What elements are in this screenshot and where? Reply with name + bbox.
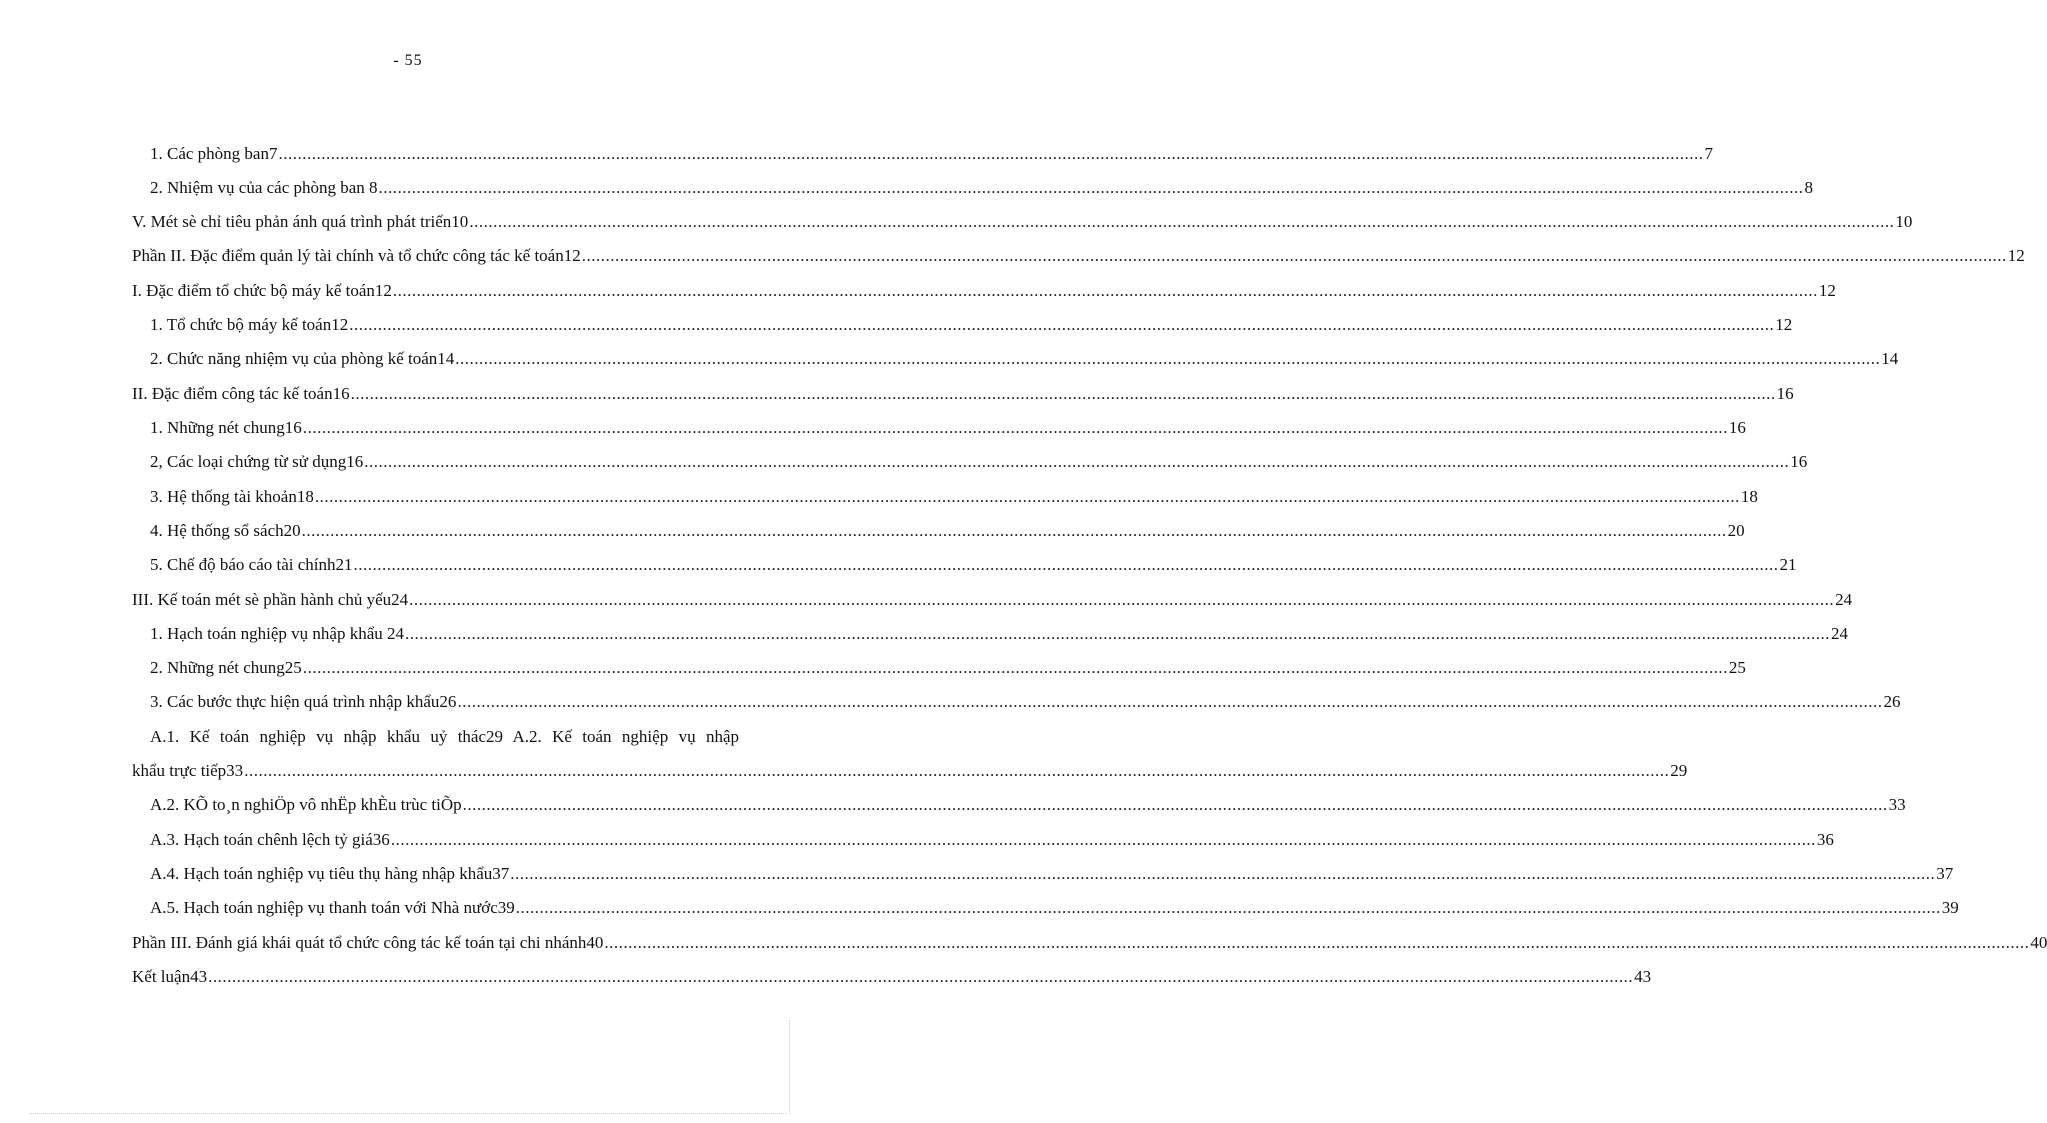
toc-entry-label: A.5. Hạch toán nghiệp vụ thanh toán với Nhà nước39 <box>150 898 515 917</box>
dot-leader: ............................................................................................................................................................................................................................................................................................................ <box>390 830 1816 849</box>
toc-entry-label: II. Đặc điểm công tác kế toán16 <box>132 384 350 403</box>
toc-entry-label: khẩu trực tiếp33 <box>132 761 244 780</box>
toc-entry-label: 3. Các bước thực hiện quá trình nhập khẩu26 <box>150 692 457 711</box>
page-right-border <box>789 1020 790 1114</box>
dot-leader: ............................................................................................................................................................................................................................................................................................................ <box>462 795 1888 814</box>
toc-entry[interactable] <box>150 452 1808 472</box>
toc-entry-label: 5. Chế độ báo cáo tài chính21 <box>150 555 353 574</box>
dot-leader: ............................................................................................................................................................................................................................................................................................................ <box>208 967 1634 986</box>
page-bottom-border <box>30 1113 786 1114</box>
dot-leader: ............................................................................................................................................................................................................................................................................................................ <box>510 864 1936 883</box>
dot-leader: ............................................................................................................................................................................................................................................................................................................ <box>455 349 1881 368</box>
toc-entry[interactable] <box>132 761 1688 781</box>
toc-entry-page: 8 <box>1804 178 1814 197</box>
page-number: - 55 <box>393 52 423 69</box>
toc-entry-page: 14 <box>1881 349 1899 368</box>
toc-entry-page: 33 <box>1888 795 1906 814</box>
toc-entry-page: 36 <box>1816 830 1834 849</box>
toc-entry-label: 2. Nhiệm vụ của các phòng ban 8 <box>150 178 378 197</box>
toc-entry[interactable] <box>150 624 1848 644</box>
toc-entry[interactable] <box>132 384 1794 404</box>
toc-entry[interactable] <box>132 590 1853 610</box>
toc-entry-page: 24 <box>1831 624 1848 643</box>
dot-leader: ............................................................................................................................................................................................................................................................................................................ <box>301 521 1727 540</box>
toc-entry-label: 1. Hạch toán nghiệp vụ nhập khẩu 24 <box>150 624 404 643</box>
toc-entry-page: 40 <box>2030 933 2047 952</box>
toc-entry[interactable] <box>150 830 1834 850</box>
toc-entry-page: 25 <box>1728 658 1746 677</box>
toc-entry-page: 16 <box>1776 384 1794 403</box>
toc-entry[interactable] <box>150 795 1906 815</box>
toc-entry-page: 16 <box>1790 452 1808 471</box>
toc-entry-label: III. Kế toán mét sè phần hành chủ yếu24 <box>132 590 409 609</box>
toc-entry-page: 7 <box>1704 144 1713 163</box>
toc-entry-page: 20 <box>1727 521 1745 540</box>
dot-leader: ............................................................................................................................................................................................................................................................................................................ <box>515 898 1941 917</box>
toc-entry-label: A.2. KÕ to¸n nghiÖp vô nhËp khÈu trùc tiÕp <box>150 795 462 814</box>
toc-entry-label: Kết luận43 <box>132 967 208 986</box>
toc-entry[interactable] <box>150 658 1746 678</box>
toc-entry-label: A.3. Hạch toán chênh lệch tỷ giá36 <box>150 830 390 849</box>
toc-entry[interactable] <box>150 487 1758 507</box>
toc-entry[interactable] <box>150 555 1797 575</box>
toc-entry-label: Phần II. Đặc điểm quản lý tài chính và tổ chức công tác kế toán12 <box>132 246 581 265</box>
toc-entry-label: 2. Chức năng nhiệm vụ của phòng kế toán14 <box>150 349 455 368</box>
toc-entry-label: 1. Tổ chức bộ máy kế toán12 <box>150 315 349 334</box>
toc-entry[interactable] <box>150 349 1899 369</box>
dot-leader: ............................................................................................................................................................................................................................................................................................................ <box>604 933 2030 952</box>
toc-entry[interactable] <box>150 521 1745 541</box>
dot-leader: ............................................................................................................................................................................................................................................................................................................ <box>364 452 1790 471</box>
toc-entry-label: 4. Hệ thống sổ sách20 <box>150 521 301 540</box>
dot-leader: ............................................................................................................................................................................................................................................................................................................ <box>302 658 1728 677</box>
toc-entry-label: 3. Hệ thống tài khoản18 <box>150 487 314 506</box>
dot-leader: ............................................................................................................................................................................................................................................................................................................ <box>378 178 1804 197</box>
toc-entry-page: 24 <box>1835 590 1853 609</box>
toc-entry[interactable] <box>150 692 1901 712</box>
toc-entry-label: 1. Các phòng ban7 <box>150 144 278 163</box>
dot-leader: ............................................................................................................................................................................................................................................................................................................ <box>278 144 1704 163</box>
toc-entry-page: 39 <box>1941 898 1959 917</box>
toc-entry-page: 37 <box>1936 864 1954 883</box>
toc-entry-page: 16 <box>1728 418 1746 437</box>
toc-entry[interactable] <box>150 864 1954 884</box>
toc-entry-page: 21 <box>1779 555 1797 574</box>
dot-leader: ............................................................................................................................................................................................................................................................................................................ <box>409 590 1835 609</box>
toc-entry-page: 29 <box>1670 761 1688 780</box>
toc-entry-label: A.4. Hạch toán nghiệp vụ tiêu thụ hàng nhập khẩu37 <box>150 864 510 883</box>
toc-entry-page: 12 <box>1818 281 1836 300</box>
toc-entry-label: 1. Những nét chung16 <box>150 418 302 437</box>
dot-leader: ............................................................................................................................................................................................................................................................................................................ <box>244 761 1670 780</box>
dot-leader: ............................................................................................................................................................................................................................................................................................................ <box>457 692 1883 711</box>
toc-entry-page: 10 <box>1895 212 1913 231</box>
toc-entry-label: V. Mét sè chỉ tiêu phản ánh quá trình phát triển10 <box>132 212 469 231</box>
toc-entry[interactable] <box>150 178 1814 198</box>
toc-entry-wrapped-first-line[interactable]: A.1. Kế toán nghiệp vụ nhập khẩu uỷ thác29 A.2. Kế toán nghiệp vụ nhập <box>150 727 739 746</box>
toc-entry[interactable] <box>150 898 1959 918</box>
dot-leader: ............................................................................................................................................................................................................................................................................................................ <box>349 315 1775 334</box>
toc-entry-label: Phần III. Đánh giá khái quát tổ chức công tác kế toán tại chi nhánh40 <box>132 933 604 952</box>
toc-entry[interactable] <box>132 933 2047 953</box>
toc-entry-page: 18 <box>1740 487 1758 506</box>
toc-entry[interactable] <box>132 281 1836 301</box>
toc-entry[interactable] <box>132 212 1913 232</box>
toc-entry-page: 43 <box>1634 967 1652 986</box>
dot-leader: ............................................................................................................................................................................................................................................................................................................ <box>405 624 1830 643</box>
toc-entry[interactable] <box>132 967 1652 987</box>
dot-leader: ............................................................................................................................................................................................................................................................................................................ <box>469 212 1895 231</box>
dot-leader: ............................................................................................................................................................................................................................................................................................................ <box>581 246 2007 265</box>
toc-entry-page: 26 <box>1883 692 1901 711</box>
dot-leader: ............................................................................................................................................................................................................................................................................................................ <box>392 281 1818 300</box>
toc-entry-label: 2, Các loại chứng từ sử dụng16 <box>150 452 364 471</box>
dot-leader: ............................................................................................................................................................................................................................................................................................................ <box>314 487 1740 506</box>
toc-entry[interactable] <box>150 418 1746 438</box>
toc-entry[interactable] <box>150 315 1793 335</box>
toc-entry[interactable] <box>150 144 1713 164</box>
toc-entry-label: 2. Những nét chung25 <box>150 658 302 677</box>
dot-leader: ............................................................................................................................................................................................................................................................................................................ <box>302 418 1728 437</box>
toc-entry[interactable] <box>132 246 2025 266</box>
toc-entry-page: 12 <box>1775 315 1793 334</box>
dot-leader: ............................................................................................................................................................................................................................................................................................................ <box>350 384 1776 403</box>
dot-leader: ............................................................................................................................................................................................................................................................................................................ <box>353 555 1779 574</box>
toc-entry-label: I. Đặc điểm tổ chức bộ máy kế toán12 <box>132 281 392 300</box>
toc-entry-page: 12 <box>2007 246 2025 265</box>
